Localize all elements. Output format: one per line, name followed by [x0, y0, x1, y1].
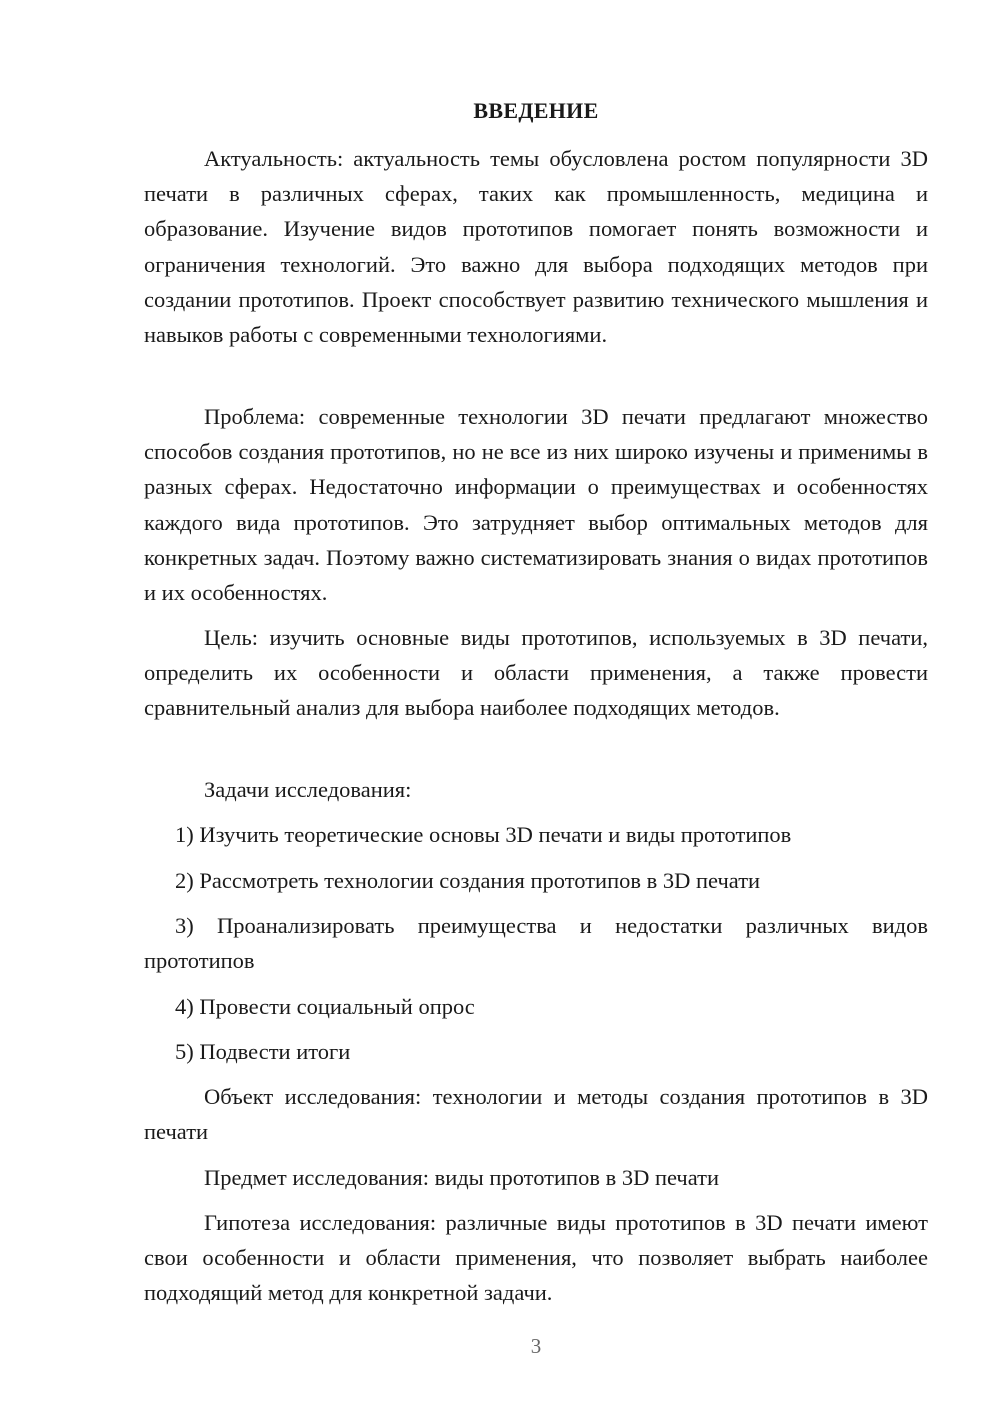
task-item-3: 3) Проанализировать преимущества и недостатки различных видов прототипов — [144, 913, 928, 974]
paragraph-goal: Цель: изучить основные виды прототипов, используемых в 3D печати, определить их особенности и области применения, а также провести сравнительный анализ для выбора наиболее подходящих методов. — [144, 625, 928, 721]
page-title: ВВЕДЕНИЕ — [473, 98, 599, 123]
paragraph-hypothesis: Гипотеза исследования: различные виды прототипов в 3D печати имеют свои особенности и области применения, что позволяет выбрать наиболее подходящий метод для конкретной задачи. — [144, 1210, 928, 1306]
tasks-heading: Задачи исследования: — [204, 777, 412, 802]
task-item-4: 4) Провести социальный опрос — [175, 994, 475, 1019]
page-number: 3 — [530, 1334, 542, 1358]
paragraph-object: Объект исследования: технологии и методы создания прототипов в 3D печати — [144, 1084, 928, 1145]
paragraph-relevance: Актуальность: актуальность темы обусловлена ростом популярности 3D печати в различных сферах, таких как промышленность, медицина и образование. Изучение видов прототипов помогает понять возможности и ограничения технологий. Это важно для выбора подходящих методов при создании прототипов. Проект способствует развитию технического мышления и навыков работы с современными технологиями. — [144, 146, 928, 348]
task-item-2: 2) Рассмотреть технологии создания прототипов в 3D печати — [175, 868, 761, 893]
task-item-1: 1) Изучить теоретические основы 3D печати и виды прототипов — [175, 822, 792, 847]
paragraph-subject: Предмет исследования: виды прототипов в 3D печати — [204, 1165, 720, 1190]
task-item-5: 5) Подвести итоги — [175, 1039, 351, 1064]
paragraph-problem: Проблема: современные технологии 3D печати предлагают множество способов создания прототипов, но не все из них широко изучены и применимы в разных сферах. Недостаточно информации о преимуществах и особенностях каждого вида прототипов. Это затрудняет выбор оптимальных методов для конкретных задач. Поэтому важно систематизировать знания о видах прототипов и их особенностях. — [144, 404, 928, 606]
